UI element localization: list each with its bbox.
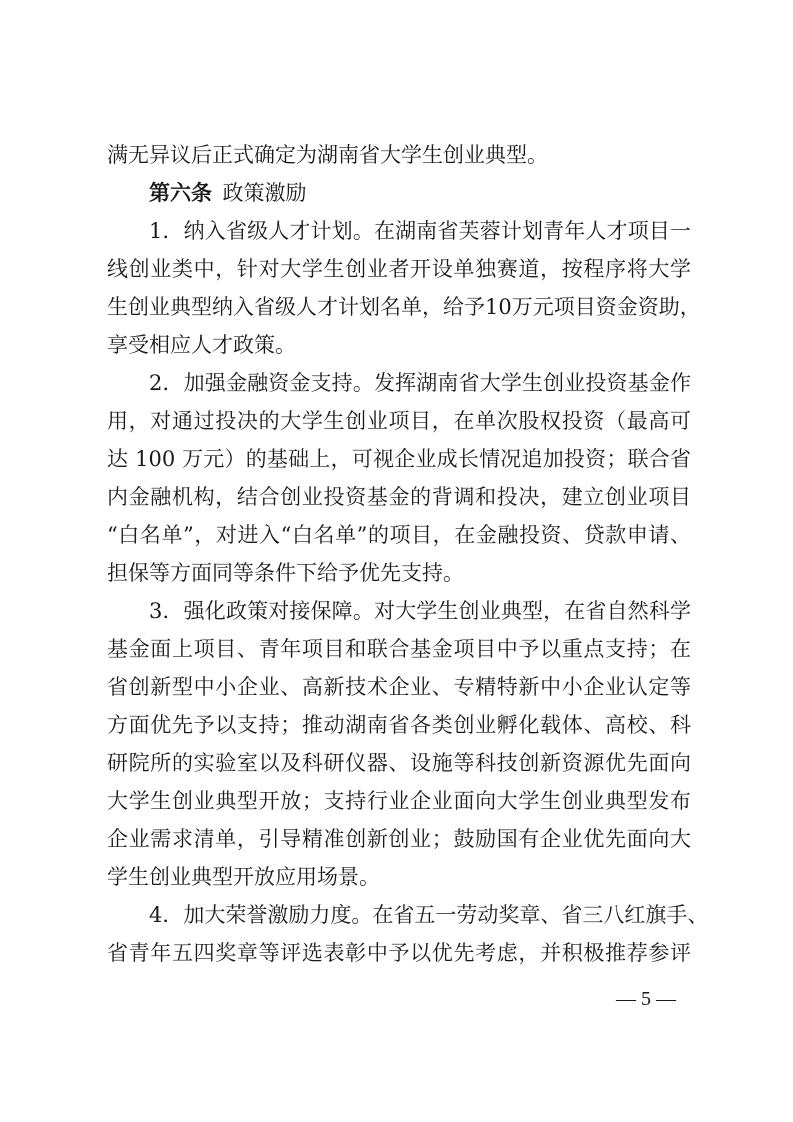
text-line: 方面优先予以支持；推动湖南省各类创业孵化载体、高校、科	[107, 713, 691, 737]
text-line: 大学生创业典型开放；支持行业企业面向大学生创业典型发布	[107, 789, 691, 813]
text-line: 企业需求清单，引导精准创新创业；鼓励国有企业优先面向大	[107, 827, 691, 851]
article-heading-title: 政策激励	[222, 181, 307, 205]
text-line: 满无异议后正式确定为湖南省大学生创业典型。	[107, 143, 548, 167]
page-number: — 5 —	[616, 988, 676, 1010]
article-heading	[149, 179, 307, 207]
text-line: 1．纳入省级人才计划。在湖南省芙蓉计划青年人才项目一	[149, 219, 691, 243]
text-line: 研院所的实验室以及科研仪器、设施等科技创新资源优先面向	[107, 751, 691, 775]
text-line: 享受相应人才政策。	[107, 333, 296, 357]
text-line: 3．强化政策对接保障。对大学生创业典型，在省自然科学	[149, 599, 691, 623]
text-line: 省创新型中小企业、高新技术企业、专精特新中小企业认定等	[107, 675, 691, 699]
text-line: 用，对通过投决的大学生创业项目，在单次股权投资（最高可	[107, 409, 691, 433]
text-line: 2．加强金融资金支持。发挥湖南省大学生创业投资基金作	[149, 371, 691, 395]
text-line: 省青年五四奖章等评选表彰中予以优先考虑，并积极推荐参评	[107, 941, 691, 965]
text-line: “白名单”，对进入“白名单”的项目，在金融投资、贷款申请、	[107, 523, 691, 547]
text-line: 达 100 万元）的基础上，可视企业成长情况追加投资；联合省	[107, 447, 691, 471]
text-line: 4．加大荣誉激励力度。在省五一劳动奖章、省三八红旗手、	[149, 903, 709, 927]
text-line: 内金融机构，结合创业投资基金的背调和投决，建立创业项目	[107, 485, 691, 509]
text-line: 生创业典型纳入省级人才计划名单，给予10万元项目资金资助，	[107, 295, 701, 319]
article-heading-label: 第六条	[149, 181, 212, 205]
text-line: 担保等方面同等条件下给予优先支持。	[107, 561, 464, 585]
text-line: 学生创业典型开放应用场景。	[107, 865, 380, 889]
text-line: 基金面上项目、青年项目和联合基金项目中予以重点支持；在	[107, 637, 691, 661]
text-line: 线创业类中，针对大学生创业者开设单独赛道，按程序将大学	[107, 257, 691, 281]
